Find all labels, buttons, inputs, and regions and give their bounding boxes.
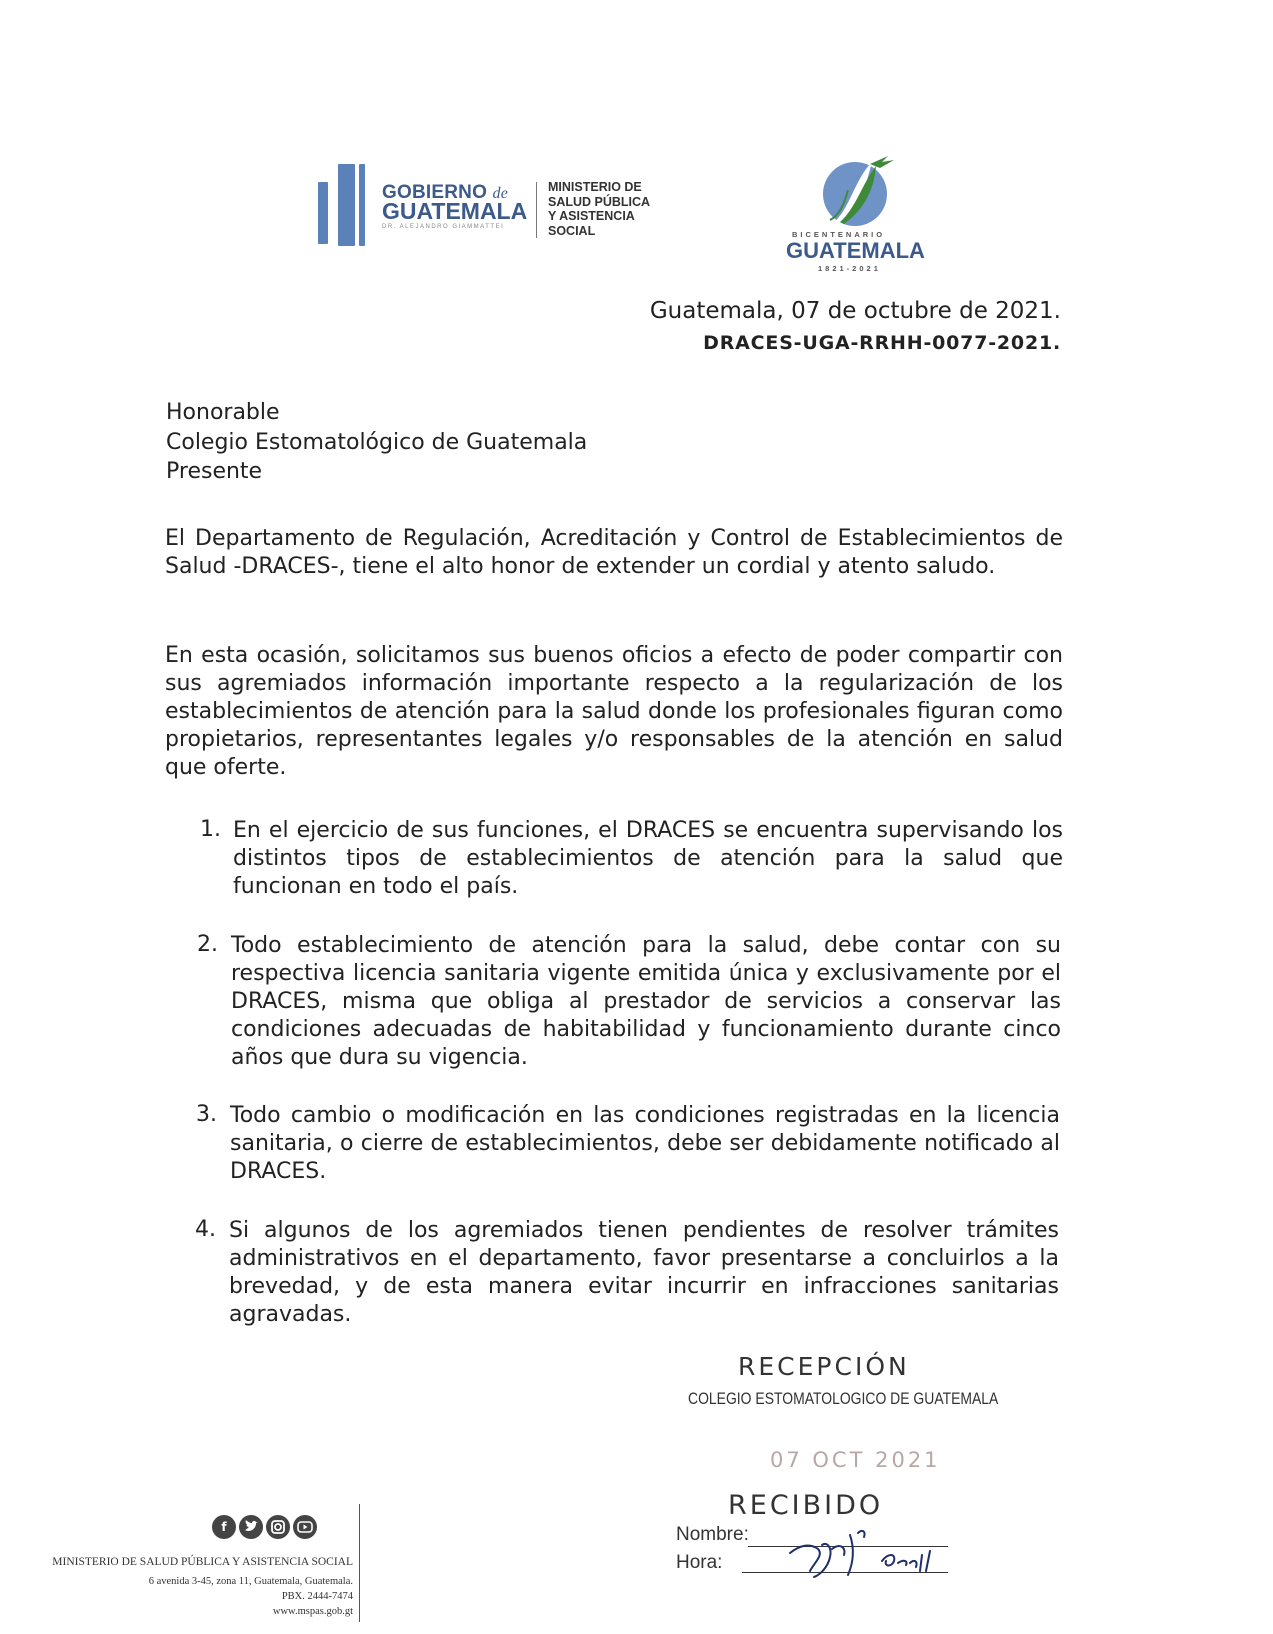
footer-phone: PBX. 2444-7474 (281, 1591, 353, 1602)
list-item-number: 4. (195, 1217, 216, 1242)
recipient-line: Colegio Estomatológico de Guatemala (166, 430, 588, 455)
recipient-line: Honorable (166, 400, 280, 425)
bicentenario-label: BICENTENARIO (792, 230, 886, 239)
ministry-line: MINISTERIO DE (548, 180, 642, 194)
logo-bar (359, 164, 365, 246)
bicentenario-years: 1821-2021 (818, 264, 881, 273)
logo-bar (318, 182, 328, 244)
stamp-date: 07 OCT 2021 (770, 1448, 941, 1472)
twitter-icon[interactable] (239, 1515, 263, 1539)
letter-reference: DRACES-UGA-RRHH-0077-2021. (703, 332, 1061, 354)
youtube-icon[interactable] (293, 1515, 317, 1539)
list-item-text: En el ejercicio de sus funciones, el DRACES se encuentra supervisando los distintos tipos de establecimientos de atención para la salud que funcionan en todo el país. (233, 818, 1063, 899)
bicentenario-guatemala: GUATEMALA (786, 238, 925, 263)
body-paragraph: El Departamento de Regulación, Acreditación y Control de Establecimientos de Salud -DRACES-, tiene el alto honor de extender un cordial y atento saludo. (165, 526, 1063, 579)
bicentenario-emblem-icon (810, 150, 910, 230)
ministry-name (548, 180, 650, 238)
stamp-name-label: Nombre: (676, 1524, 749, 1545)
facebook-icon[interactable]: f (212, 1515, 236, 1539)
list-item-number: 2. (197, 932, 218, 957)
instagram-icon[interactable] (266, 1515, 290, 1539)
list-item-number: 1. (200, 817, 221, 842)
stamp-received: RECIBIDO (728, 1490, 884, 1521)
gov-logo-gobierno: GOBIERNO (382, 182, 488, 203)
list-item-number: 3. (196, 1102, 217, 1127)
bicentenario-logo (780, 150, 940, 280)
list-item-text: Todo cambio o modificación en las condiciones registradas en la licencia sanitaria, o cierre de establecimientos, debe ser debidamente notificado al DRACES. (230, 1103, 1060, 1184)
gov-logo-de: de (492, 185, 509, 202)
stamp-time-label: Hora: (676, 1552, 723, 1573)
footer-address-block (52, 1574, 353, 1619)
handwritten-signature (770, 1505, 980, 1585)
body-paragraph: En esta ocasión, solicitamos sus buenos oficios a efecto de poder compartir con sus agremiados información importante respecto a la regularización de los establecimientos de atención para la salud donde los profesionales figuran como propietarios, representantes legales y/o responsables de la atención en salud que oferte. (165, 643, 1063, 780)
list-item-text: Todo establecimiento de atención para la salud, debe contar con su respectiva licencia sanitaria vigente emitida única y exclusivamente por el DRACES, misma que obliga al prestador de servicios a conservar las condiciones adecuadas de habitabilidad y funcionamiento durante cinco años que dura su vigencia. (231, 933, 1061, 1070)
recipient-line: Presente (166, 459, 263, 484)
stamp-organization: COLEGIO ESTOMATOLOGICO DE GUATEMALA (688, 1389, 999, 1408)
gobierno-logo (318, 160, 678, 260)
logo-divider (536, 182, 537, 238)
ministry-line: Y ASISTENCIA (548, 209, 635, 223)
stamp-title: RECEPCIÓN (738, 1352, 910, 1381)
logo-bar (338, 164, 355, 246)
ministry-line: SOCIAL (548, 223, 596, 238)
footer-ministry: MINISTERIO DE SALUD PÚBLICA Y ASISTENCIA SOCIAL (52, 1556, 353, 1568)
gov-logo-guatemala: GUATEMALA (382, 198, 528, 224)
footer-address: 6 avenida 3-45, zona 11, Guatemala, Guatemala. (148, 1576, 353, 1587)
footer-website[interactable]: www.mspas.gob.gt (272, 1606, 353, 1617)
list-item-text: Si algunos de los agremiados tienen pendientes de resolver trámites administrativos en el departamento, favor presentarse a concluirlos a la brevedad, y de esta manera evitar incurrir en infracciones sanitarias agravadas. (229, 1218, 1059, 1327)
ministry-line: SALUD PÚBLICA (548, 194, 651, 209)
footer-divider (359, 1504, 360, 1622)
footer-contact (52, 1556, 353, 1619)
gov-logo-subline: DR. ALEJANDRO GIAMMATTEI (382, 224, 505, 230)
letter-date: Guatemala, 07 de octubre de 2021. (649, 298, 1061, 324)
